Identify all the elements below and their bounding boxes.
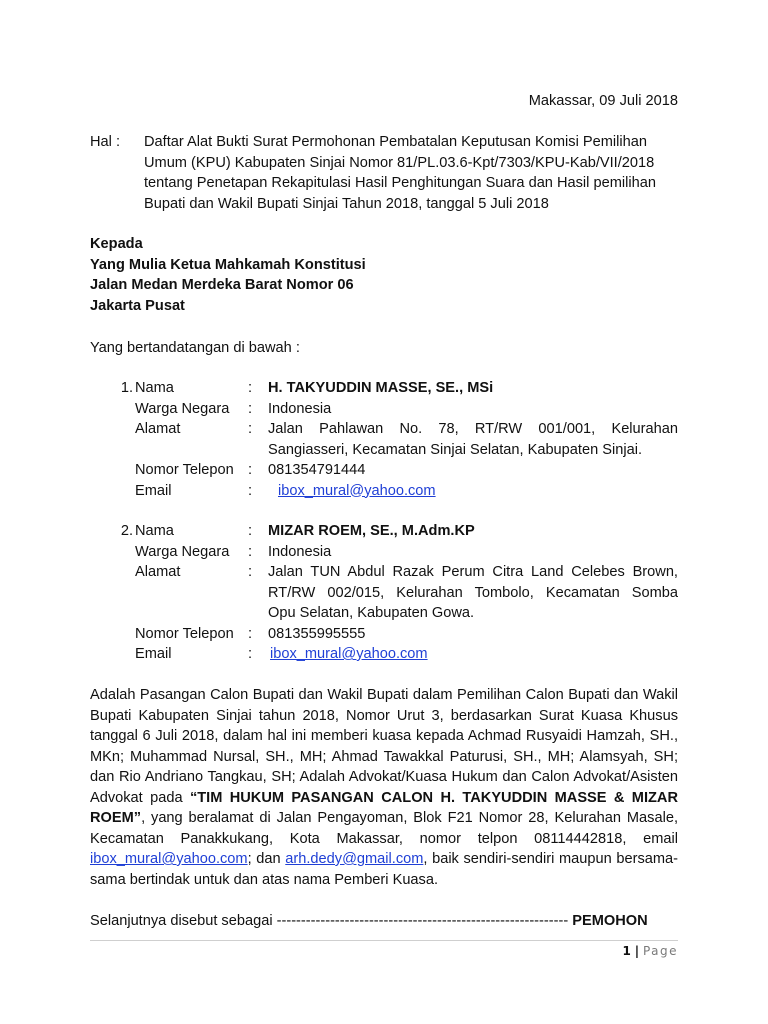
colon: :	[248, 380, 253, 396]
phone-label: Nomor Telepon	[135, 462, 234, 478]
intro-text: Yang bertandatangan di bawah :	[90, 340, 300, 356]
colon: :	[248, 625, 253, 642]
colon: :	[248, 564, 253, 580]
person-address	[268, 419, 678, 460]
subject-line: Umum (KPU) Kabupaten Sinjai Nomor 81/PL.03.6-Kpt/7303/KPU-Kab/VII/2018	[144, 154, 655, 171]
recipient-block	[90, 234, 366, 316]
paragraph-text: Adalah Pasangan Calon Bupati dan Wakil Bupati dalam Pemilihan Calon Bupati dan Wakil Bupati Kabupaten Sinjai tahun 2018, Nomor Urut 3, berdasarkan Surat Kuasa Khusus tanggal 6 Juli 2018, dalam hal ini memberi kuasa kepada Achmad Rusyaidi Hamzah, SH., MKn; Muhammad Nursal, SH., MH; Ahmad Tawakkal Paturusi, SH., MH; Alamsyah, SH; dan Rio Andriano Tangkau, SH; Adalah Advokat/Kuasa Hukum dan Calon Advokat/Asisten Advokat pada	[90, 687, 678, 806]
paragraph-bold-text: “TIM HUKUM PASANGAN CALON H. TAKYUDDIN MASSE & MIZAR ROEM”	[90, 789, 679, 826]
recipient-line: Jakarta Pusat	[90, 297, 185, 314]
address-label: Alamat	[135, 564, 181, 580]
paragraph-email-link[interactable]: ibox_mural@yahoo.com	[90, 851, 248, 867]
person-nationality: Indonesia	[268, 400, 332, 417]
person-entry	[90, 521, 678, 665]
subject-text	[144, 132, 678, 214]
person-name: MIZAR ROEM, SE., M.Adm.KP	[268, 523, 475, 539]
colon: :	[248, 482, 253, 499]
person-phone: 081354791444	[268, 462, 366, 478]
address-line: Jalan Pahlawan No. 78, RT/RW 001/001, Kelurahan	[268, 421, 678, 437]
subject-line: Daftar Alat Bukti Surat Permohonan Pembatalan Keputusan Komisi Pemilihan	[144, 134, 647, 150]
recipient-line: Kepada	[90, 236, 143, 252]
paragraph-text: , yang beralamat di Jalan Pengayoman, Blok F21 Nomor 28, Kelurahan Masale, Kecamatan Panakkukang, Kota Makassar, nomor telpon 08114442818, email	[90, 810, 678, 847]
footer-divider	[90, 940, 678, 941]
paragraph-email-link[interactable]: arh.dedy@gmail.com	[285, 851, 424, 867]
address-label: Alamat	[135, 421, 181, 437]
person-address	[268, 562, 678, 624]
paragraph-text: , baik sendiri-sendiri maupun bersama-sama bertindak untuk dan atas nama Pemberi Kuasa.	[90, 851, 678, 888]
subject-block	[90, 132, 678, 214]
page-footer	[90, 944, 678, 958]
name-label: Nama	[135, 523, 174, 539]
applicant-label: PEMOHON	[572, 913, 648, 929]
colon: :	[248, 421, 253, 437]
page-word: Page	[642, 944, 678, 958]
body-paragraph	[90, 685, 678, 890]
page-number: 1	[622, 944, 631, 958]
colon: :	[248, 462, 253, 478]
paragraph-text: ; dan	[247, 851, 286, 867]
colon: :	[248, 543, 253, 560]
person-entry	[90, 378, 678, 501]
name-label: Nama	[135, 380, 174, 396]
person-number: 1.	[120, 380, 133, 396]
address-line: Jalan TUN Abdul Razak Perum Citra Land Celebes Brown,	[268, 564, 678, 580]
recipient-line: Yang Mulia Ketua Mahkamah Konstitusi	[90, 256, 366, 273]
letter-date: Makassar, 09 Juli 2018	[528, 93, 678, 109]
colon: :	[248, 646, 253, 662]
person-name: H. TAKYUDDIN MASSE, SE., MSi	[268, 380, 494, 396]
person-phone: 081355995555	[268, 625, 366, 642]
address-line: Opu Selatan, Kabupaten Gowa.	[268, 605, 475, 621]
person-email-link[interactable]: ibox_mural@yahoo.com	[278, 482, 436, 499]
colon: :	[248, 523, 253, 539]
subject-line: tentang Penetapan Rekapitulasi Hasil Penghitungan Suara dan Hasil pemilihan	[144, 175, 656, 191]
subject-label: Hal :	[90, 134, 121, 150]
designation-text: Selanjutnya disebut sebagai ------------------------------------------------------------	[90, 913, 569, 929]
applicant-designation	[90, 911, 678, 932]
person-email-link[interactable]: ibox_mural@yahoo.com	[270, 646, 428, 662]
recipient-line: Jalan Medan Merdeka Barat Nomor 06	[90, 277, 354, 293]
colon: :	[248, 400, 253, 417]
subject-line: Bupati dan Wakil Bupati Sinjai Tahun 2018, tanggal 5 Juli 2018	[144, 195, 549, 212]
person-number: 2.	[120, 523, 133, 539]
address-line: Sangiasseri, Kecamatan Sinjai Selatan, Kabupaten Sinjai.	[268, 441, 643, 458]
phone-label: Nomor Telepon	[135, 625, 234, 642]
footer-separator: |	[634, 944, 640, 958]
email-label: Email	[135, 646, 172, 662]
nationality-label: Warga Negara	[135, 400, 230, 417]
email-label: Email	[135, 482, 172, 499]
person-nationality: Indonesia	[268, 543, 332, 560]
address-line: RT/RW 002/015, Kelurahan Tombolo, Kecamatan Somba	[268, 584, 678, 601]
nationality-label: Warga Negara	[135, 543, 230, 560]
